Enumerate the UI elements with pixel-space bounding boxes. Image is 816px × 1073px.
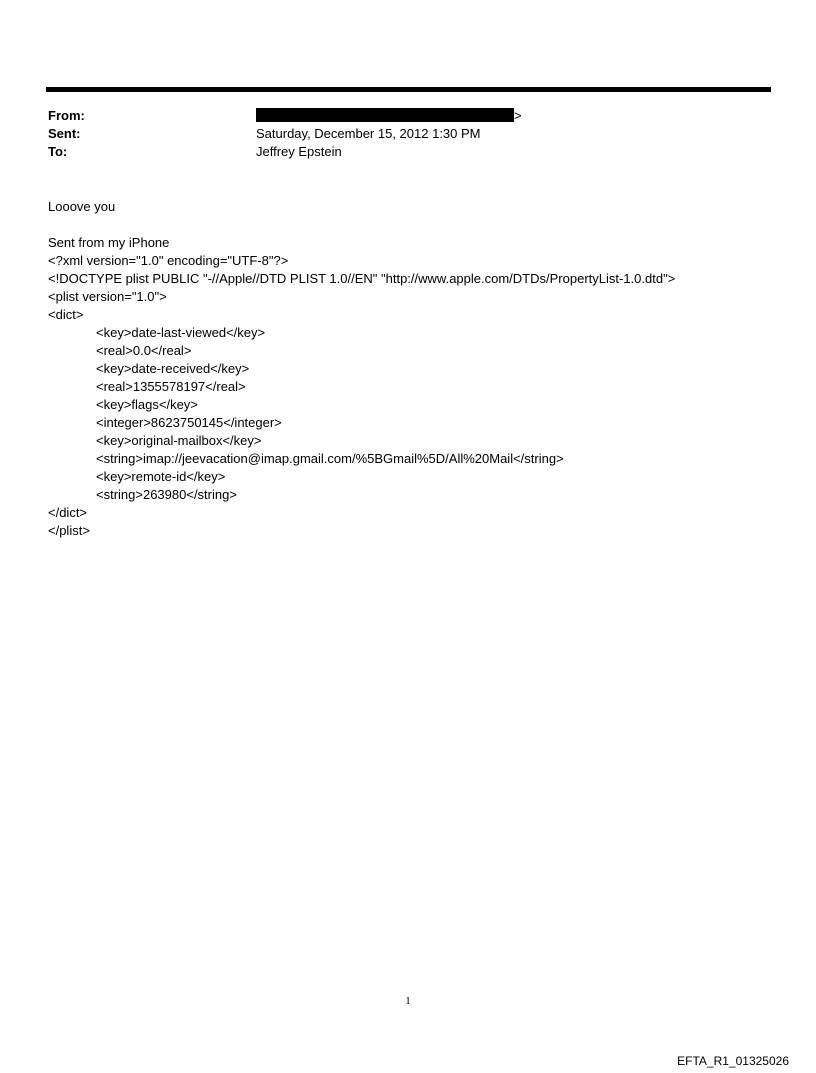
- plist-line: <integer>8623750145</integer>: [96, 415, 282, 430]
- plist-line: </dict>: [48, 505, 88, 520]
- plist-line: <key>remote-id</key>: [96, 469, 226, 484]
- redaction-block: [256, 108, 514, 122]
- plist-line: <key>date-last-viewed</key>: [96, 325, 266, 340]
- greeting-text: Looove you: [48, 199, 116, 214]
- from-suffix: >: [514, 108, 522, 123]
- page-number: 1: [405, 995, 411, 1007]
- plist-line: <?xml version="1.0" encoding="UTF-8"?>: [48, 253, 289, 268]
- to-label: To:: [48, 144, 68, 159]
- plist-line: <string>263980</string>: [96, 487, 237, 502]
- plist-line: <plist version="1.0">: [48, 289, 167, 304]
- from-label: From:: [48, 108, 85, 123]
- plist-line: <dict>: [48, 307, 84, 322]
- from-value: [256, 107, 522, 125]
- header-rule: [46, 87, 771, 92]
- plist-line: <key>original-mailbox</key>: [96, 433, 262, 448]
- plist-line: <real>1355578197</real>: [96, 379, 246, 394]
- plist-line: <!DOCTYPE plist PUBLIC "-//Apple//DTD PLIST 1.0//EN" "http://www.apple.com/DTDs/PropertyList-1.0.dtd">: [48, 271, 676, 286]
- plist-line: <key>flags</key>: [96, 397, 198, 412]
- plist-line: <string>imap://jeevacation@imap.gmail.com/%5BGmail%5D/All%20Mail</string>: [96, 451, 564, 466]
- plist-line: </plist>: [48, 523, 90, 538]
- document-id: EFTA_R1_01325026: [677, 1054, 789, 1068]
- sent-label: Sent:: [48, 126, 81, 141]
- signature-text: Sent from my iPhone: [48, 235, 170, 250]
- sent-value: Saturday, December 15, 2012 1:30 PM: [256, 126, 481, 141]
- plist-line: <real>0.0</real>: [96, 343, 192, 358]
- to-value: Jeffrey Epstein: [256, 144, 342, 159]
- plist-line: <key>date-received</key>: [96, 361, 250, 376]
